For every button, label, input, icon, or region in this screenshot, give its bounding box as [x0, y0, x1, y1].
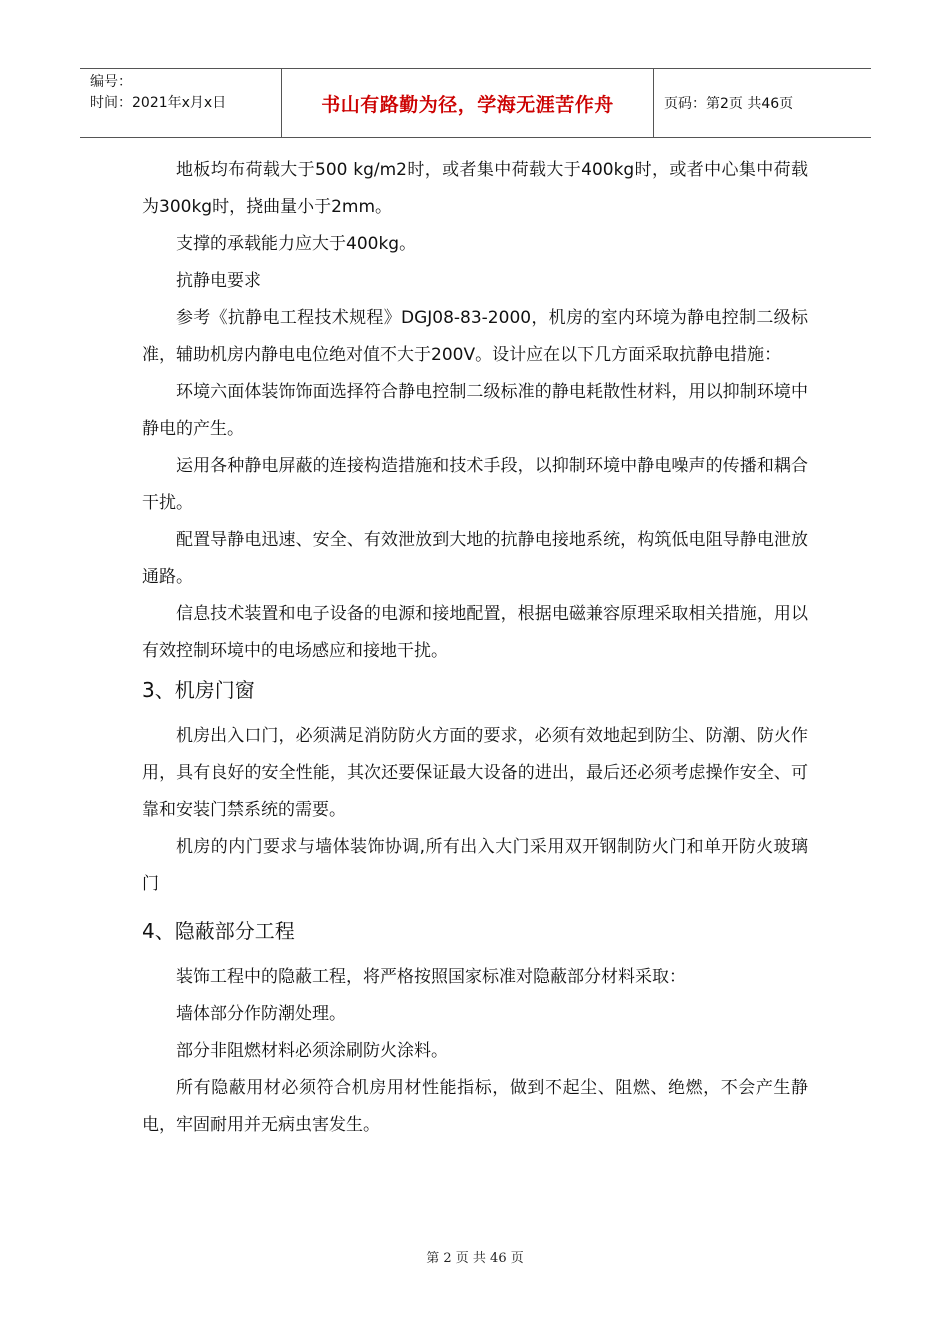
document-date: 时间：2021年x月x日: [90, 95, 227, 111]
header-motto: 书山有路勤为径，学海无涯苦作舟: [282, 69, 654, 137]
paragraph: 环境六面体装饰饰面选择符合静电控制二级标准的静电耗散性材料，用以抑制环境中静电的产生。: [142, 382, 808, 439]
paragraph: 配置导静电迅速、安全、有效泄放到大地的抗静电接地系统，构筑低电阻导静电泄放通路。: [142, 530, 808, 587]
header-meta: [80, 69, 282, 137]
page-header: [80, 68, 871, 138]
section-heading-concealed-works: 4、隐蔽部分工程: [142, 919, 295, 943]
document-number-label: 编号：: [90, 74, 132, 90]
paragraph: 机房的内门要求与墙体装饰协调,所有出入大门采用双开钢制防火门和单开防火玻璃门: [142, 837, 808, 894]
document-body: [142, 152, 808, 1144]
paragraph: 墙体部分作防潮处理。: [176, 1004, 346, 1024]
paragraph: 装饰工程中的隐蔽工程，将严格按照国家标准对隐蔽部分材料采取：: [176, 967, 686, 987]
paragraph: 参考《抗静电工程技术规程》DGJ08-83-2000，机房的室内环境为静电控制二级标准，辅助机房内静电电位绝对值不大于200V。设计应在以下几方面采取抗静电措施：: [142, 308, 808, 365]
section-heading-doors-windows: 3、机房门窗: [142, 678, 255, 702]
paragraph: 地板均布荷载大于500 kg/m2时，或者集中荷载大于400kg时，或者中心集中荷载为300kg时，挠曲量小于2mm。: [142, 160, 808, 217]
paragraph: 机房出入口门，必须满足消防防火方面的要求，必须有效地起到防尘、防潮、防火作用，具有良好的安全性能，其次还要保证最大设备的进出，最后还必须考虑操作安全、可靠和安装门禁系统的需要。: [142, 726, 808, 820]
page-footer: 第 2 页 共 46 页: [426, 1251, 524, 1266]
paragraph: 所有隐蔽用材必须符合机房用材性能指标，做到不起尘、阻燃、绝燃，不会产生静电，牢固耐用并无病虫害发生。: [142, 1078, 808, 1135]
paragraph: 信息技术装置和电子设备的电源和接地配置，根据电磁兼容原理采取相关措施，用以有效控制环境中的电场感应和接地干扰。: [142, 604, 808, 661]
header-page-info: 页码：第2页 共46页: [664, 96, 794, 112]
paragraph: 支撑的承载能力应大于400kg。: [176, 234, 417, 254]
paragraph: 抗静电要求: [176, 271, 261, 291]
paragraph: 部分非阻燃材料必须涂刷防火涂料。: [176, 1041, 448, 1061]
paragraph: 运用各种静电屏蔽的连接构造措施和技术手段，以抑制环境中静电噪声的传播和耦合干扰。: [142, 456, 808, 513]
